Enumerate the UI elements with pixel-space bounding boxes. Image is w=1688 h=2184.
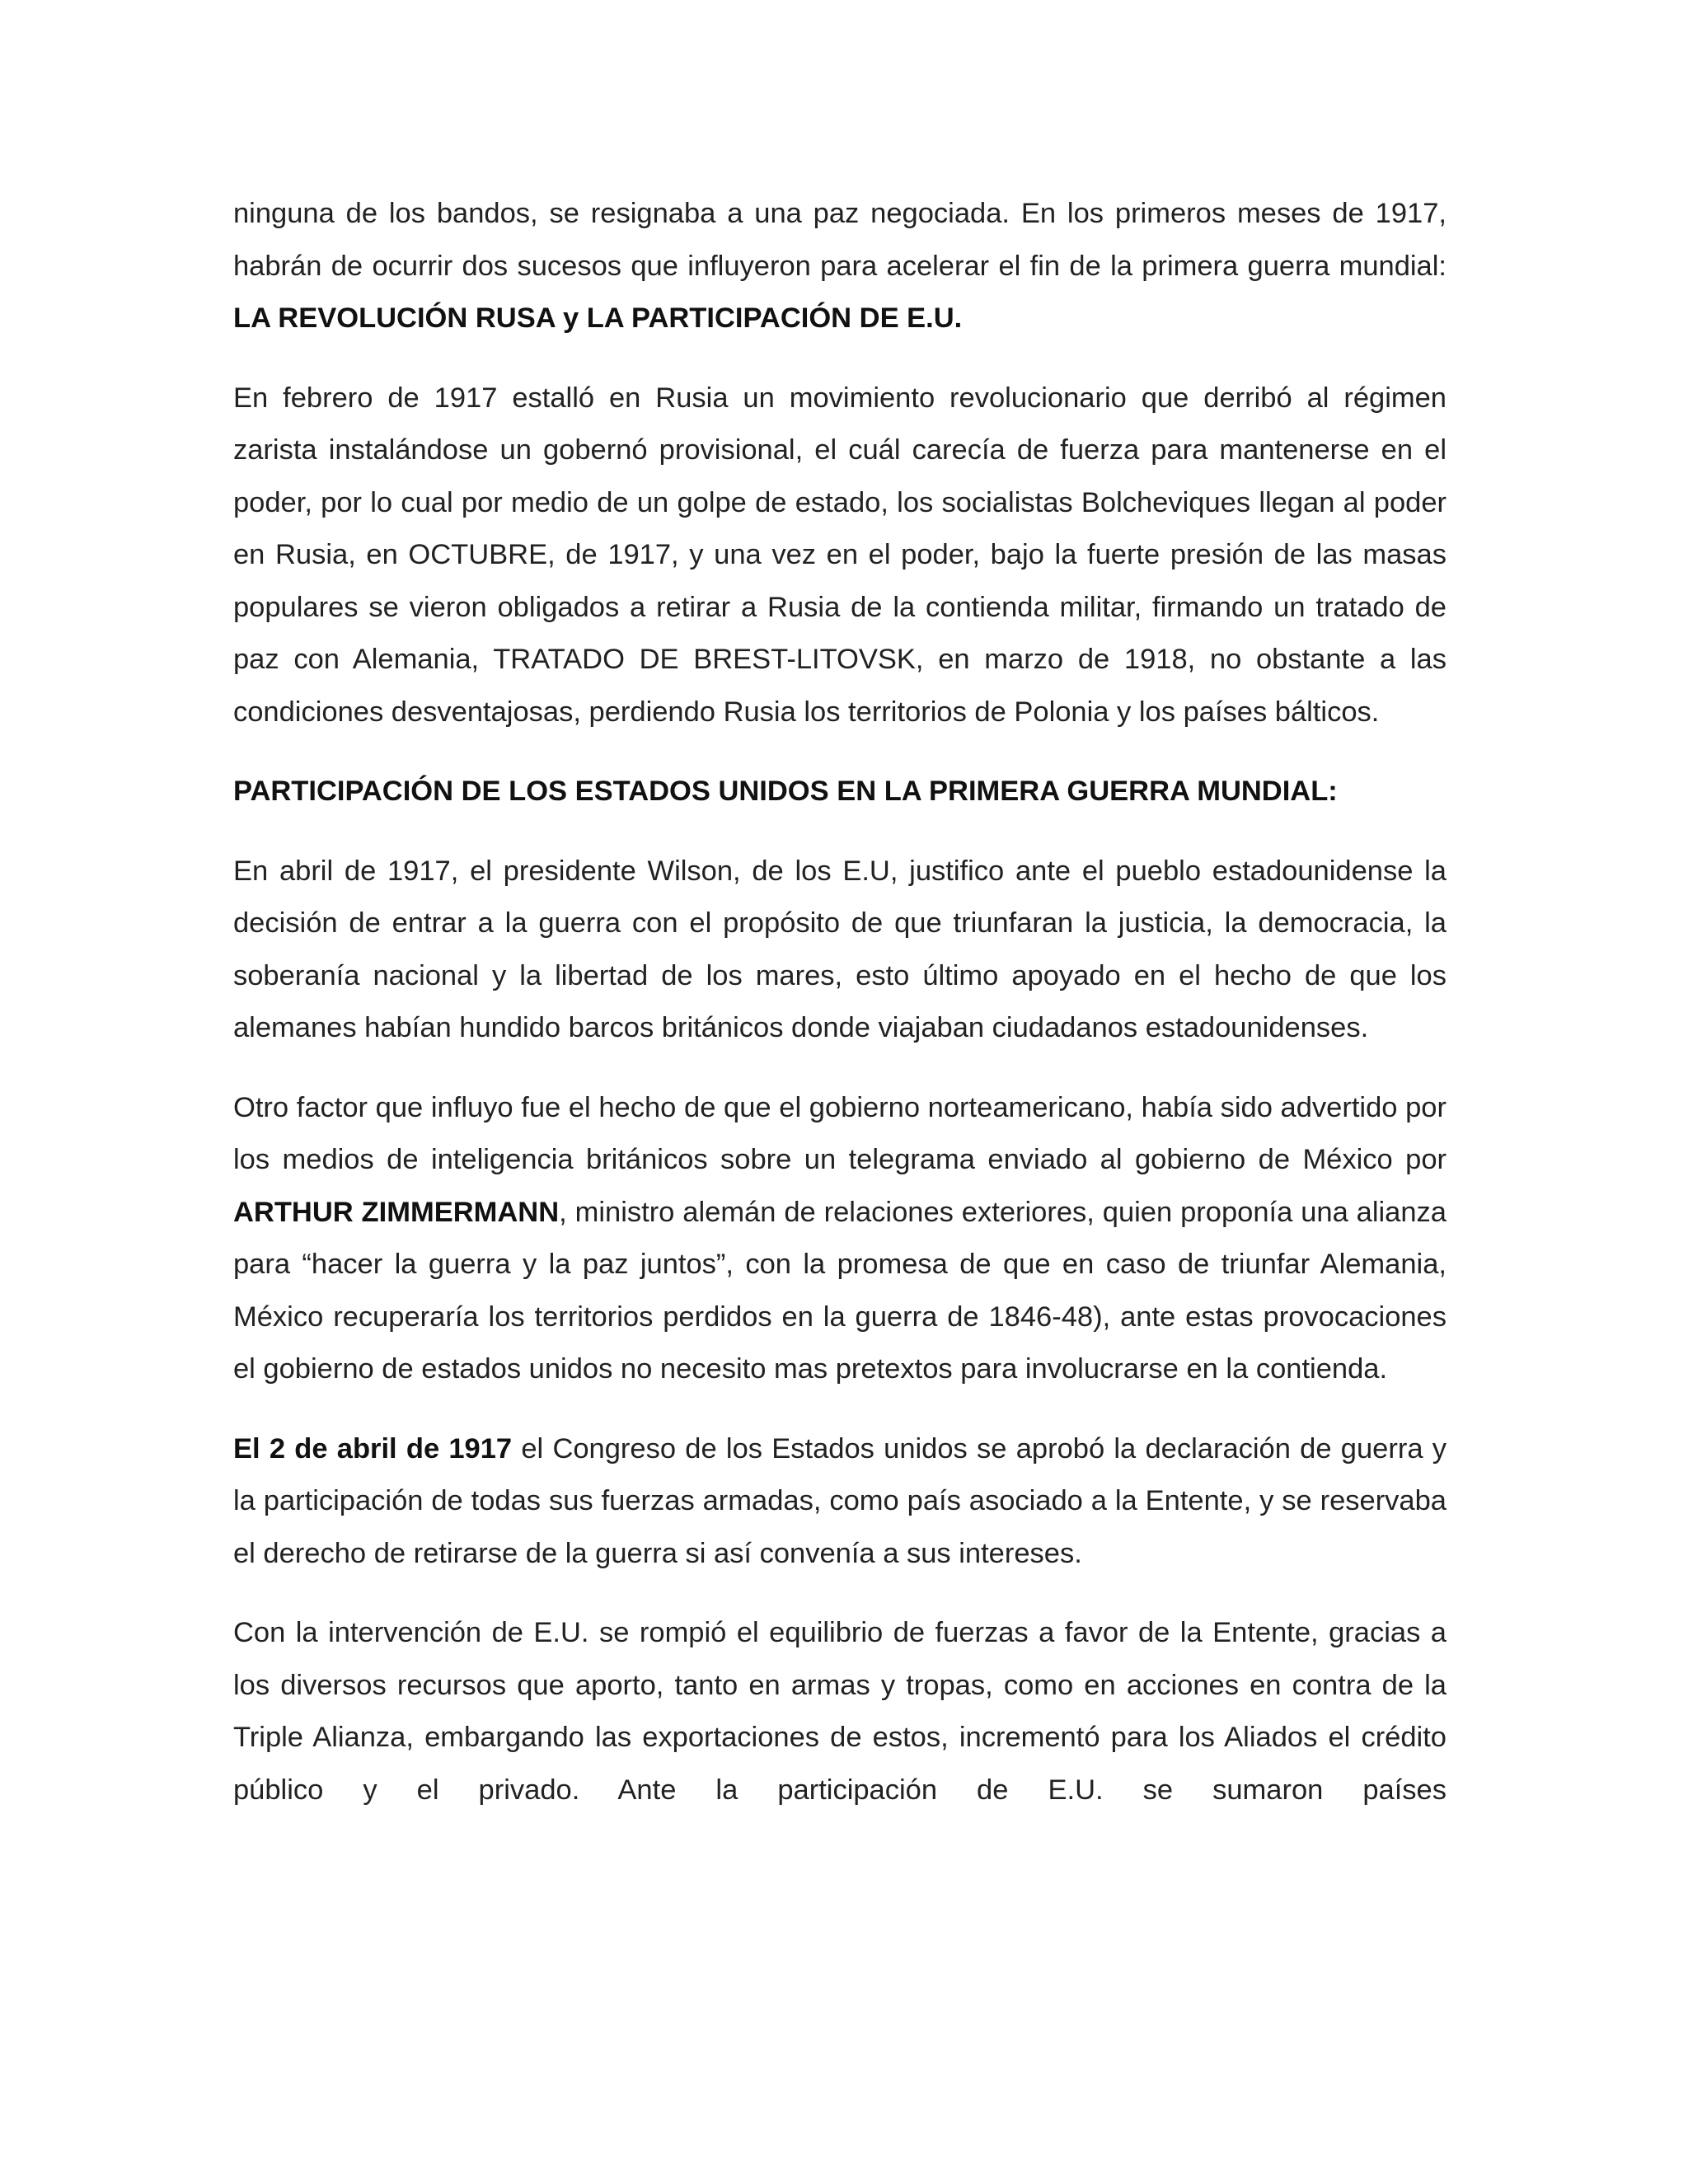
- paragraph-6-text: Con la intervención de E.U. se rompió el equilibrio de fuerzas a favor de la Entente, gracias a los diversos recursos que aporto, tanto en armas y tropas, como en acciones en contra de la Triple Alianza, embargando las exportaciones de estos, incrementó para los Aliados el crédito público y el privado. Ante la participación de E.U. se sumaron países: [233, 1617, 1447, 1806]
- paragraph-4-bold: ARTHUR ZIMMERMANN: [233, 1196, 560, 1228]
- paragraph-1: [233, 188, 1447, 345]
- paragraph-2: [233, 373, 1447, 739]
- paragraph-5: [233, 1423, 1447, 1581]
- document-page: [233, 188, 1447, 1844]
- paragraph-1-text: ninguna de los bandos, se resignaba a una paz negociada. En los primeros meses de 1917, habrán de ocurrir dos sucesos que influyeron para acelerar el fin de la primera guerra mundial:: [233, 198, 1447, 282]
- paragraph-2-text: En febrero de 1917 estalló en Rusia un movimiento revolucionario que derribó al régimen zarista instalándose un gobernó provisional, el cuál carecía de fuerza para mantenerse en el poder, por lo cual por medio de un golpe de estado, los socialistas Bolcheviques llegan al poder en Rusia, en OCTUBRE, de 1917, y una vez en el poder, bajo la fuerte presión de las masas populares se vieron obligados a retirar a Rusia de la contienda militar, firmando un tratado de paz con Alemania, TRATADO DE BREST-LITOVSK, en marzo de 1918, no obstante a las condiciones desventajosas, perdiendo Rusia los territorios de Polonia y los países bálticos.: [233, 382, 1447, 728]
- paragraph-3: [233, 846, 1447, 1055]
- paragraph-4-text-after: , ministro alemán de relaciones exteriores, quien proponía una alianza para “hacer la guerra y la paz juntos”, con la promesa de que en caso de triunfar Alemania, México recuperaría los territorios perdidos en la guerra de 1846-48), ante estas provocaciones el gobierno de estados unidos no necesito mas pretextos para involucrarse en la contienda.: [233, 1196, 1447, 1385]
- paragraph-1-bold: LA REVOLUCIÓN RUSA y LA PARTICIPACIÓN DE E.U.: [233, 302, 963, 334]
- paragraph-5-text: el Congreso de los Estados unidos se aprobó la declaración de guerra y la participación de todas sus fuerzas armadas, como país asociado a la Entente, y se reservaba el derecho de retirarse de la guerra si así convenía a sus intereses.: [233, 1432, 1447, 1569]
- paragraph-5-bold: El 2 de abril de 1917: [233, 1432, 513, 1465]
- section-heading: PARTICIPACIÓN DE LOS ESTADOS UNIDOS EN LA PRIMERA GUERRA MUNDIAL:: [233, 776, 1338, 807]
- paragraph-6: [233, 1607, 1447, 1816]
- paragraph-4-text-before: Otro factor que influyo fue el hecho de que el gobierno norteamericano, había sido advertido por los medios de inteligencia británicos sobre un telegrama enviado al gobierno de México por: [233, 1091, 1447, 1175]
- paragraph-4: [233, 1082, 1447, 1396]
- paragraph-3-text: En abril de 1917, el presidente Wilson, de los E.U, justifico ante el pueblo estadounidense la decisión de entrar a la guerra con el propósito de que triunfaran la justicia, la democracia, la soberanía nacional y la libertad de los mares, esto último apoyado en el hecho de que los alemanes habían hundido barcos británicos donde viajaban ciudadanos estadounidenses.: [233, 855, 1447, 1043]
